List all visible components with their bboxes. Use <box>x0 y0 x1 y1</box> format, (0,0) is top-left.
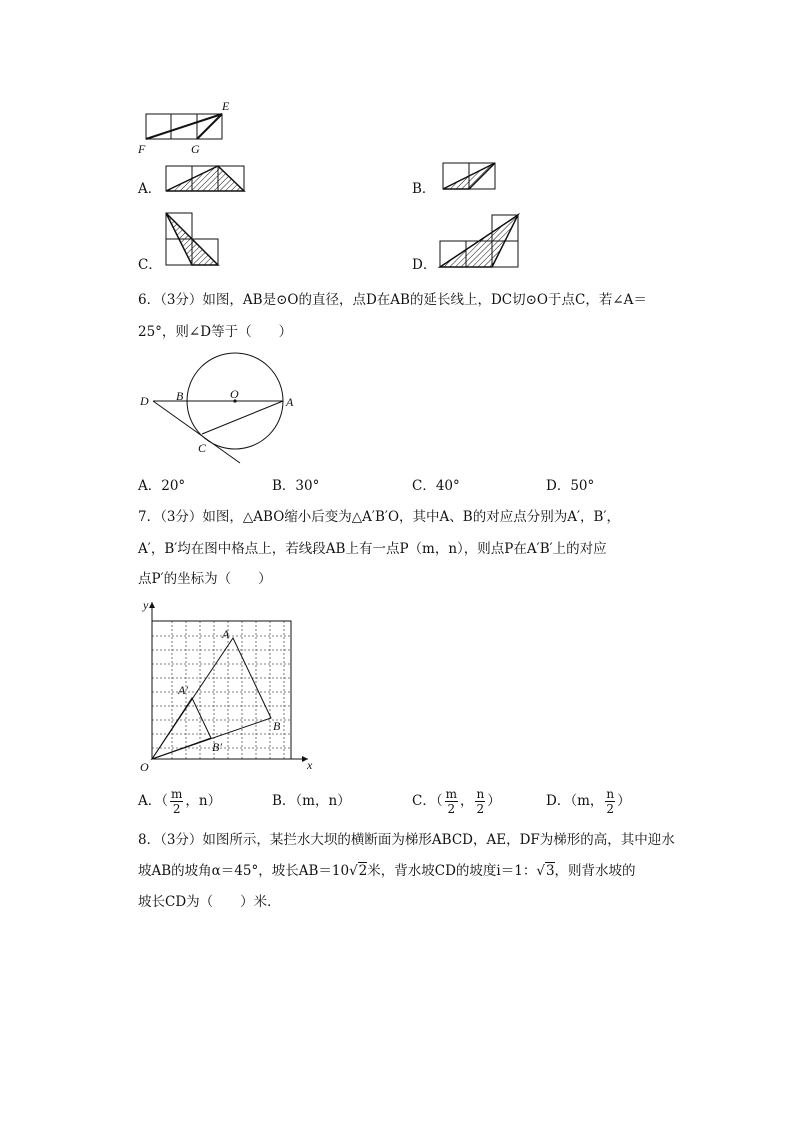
q8-stem-line2-part-c: ，则背水坡的 <box>554 863 636 879</box>
q7-option-a-denominator: 2 <box>172 802 181 816</box>
q8-stem-line2-part-b: 米，背水坡CD的坡度i＝1： <box>367 863 537 879</box>
q7-label-A: A <box>222 627 230 641</box>
q7-label-B-prime: B′ <box>212 740 222 754</box>
q7-option-c-prefix: C．（ <box>412 793 443 809</box>
q7-grid-figure <box>140 598 320 778</box>
q7-label-B: B <box>273 719 281 733</box>
q5-option-d-figure <box>440 214 520 270</box>
q6-label-A: A <box>286 395 294 409</box>
q7-option-c-separator: ， <box>459 793 474 809</box>
q7-option-c-suffix: ） <box>487 793 501 809</box>
q8-sqrt-2: 2 <box>358 863 368 879</box>
q7-option-d-suffix: ） <box>617 793 631 809</box>
q8-stem-line1: 8．（3分）如图所示，某拦水大坝的横断面为梯形ABCD，AE，DF为梯形的高，其中迎水 <box>138 832 675 848</box>
q6-stem-line2: 25°，则∠D等于（ ） <box>138 324 293 340</box>
q7-stem-line2: A′，B′均在图中格点上，若线段AB上有一点P（m，n），则点P在A′B′上的对应 <box>138 541 607 557</box>
q5-label-G: G <box>191 142 200 156</box>
q6-option-b: B．30° <box>272 478 320 494</box>
q7-option-a <box>138 788 221 815</box>
q5-label-F: F <box>138 142 146 156</box>
q8-stem-line2-part-a: 坡AB的坡角α＝45°，坡长AB＝10 <box>138 863 350 879</box>
q5-option-a-figure <box>166 165 246 195</box>
q7-option-c-denominator-1: 2 <box>447 802 456 816</box>
q8-stem-line3: 坡长CD为（ ）米． <box>138 894 281 910</box>
q7-label-A-prime: A′ <box>178 683 188 697</box>
q7-option-d <box>546 788 631 815</box>
q5-option-b-label: B． <box>412 181 436 197</box>
q5-option-c-label: C． <box>138 257 162 273</box>
q7-axis-x-label: x <box>307 758 313 772</box>
q7-option-c-denominator-2: 2 <box>476 802 485 816</box>
q7-label-O: O <box>140 760 149 774</box>
q6-label-C: C <box>198 441 207 455</box>
q7-option-c-numerator-1: m <box>445 787 457 801</box>
q6-option-a: A．20° <box>138 478 186 494</box>
q7-option-a-suffix: ，n） <box>185 793 222 809</box>
q7-option-c-numerator-2: n <box>476 787 485 801</box>
q7-axis-y-label: y <box>143 598 149 612</box>
q6-stem-line1: 6．（3分）如图，AB是⊙O的直径，点D在AB的延长线上，DC切⊙O于点C，若∠A＝ <box>138 292 647 308</box>
q8-stem-line2: 坡AB的坡角α＝45°，坡长AB＝10√2米，背水坡CD的坡度i＝1：√3，则背水坡的 <box>138 863 636 879</box>
q5-option-d-label: D． <box>412 257 437 273</box>
q7-option-a-numerator: m <box>171 787 183 801</box>
q5-option-c-figure <box>166 212 222 268</box>
q6-label-O: O <box>230 387 239 401</box>
q7-option-b: B．（m，n） <box>272 793 351 809</box>
q5-option-b-figure <box>443 162 499 192</box>
q7-stem-line1: 7．（3分）如图，△ABO缩小后变为△A′B′O，其中A、B的对应点分别为A′，B′， <box>138 509 621 525</box>
q7-option-d-numerator: n <box>606 787 615 801</box>
q7-stem-line3: 点P′的坐标为（ ） <box>138 571 272 587</box>
q8-sqrt-3: 3 <box>545 863 555 879</box>
q6-option-d: D．50° <box>546 478 595 494</box>
q7-option-d-denominator: 2 <box>606 802 615 816</box>
q7-option-c <box>412 788 501 815</box>
q6-option-c: C．40° <box>412 478 460 494</box>
q5-option-a-label: A． <box>138 181 162 197</box>
q6-label-D: D <box>140 394 149 408</box>
q7-option-a-prefix: A．（ <box>138 793 168 809</box>
q7-option-d-prefix: D．（m， <box>546 793 604 809</box>
q6-circle-figure <box>140 345 300 470</box>
q5-label-E: E <box>222 99 230 113</box>
q6-label-B: B <box>176 389 184 403</box>
